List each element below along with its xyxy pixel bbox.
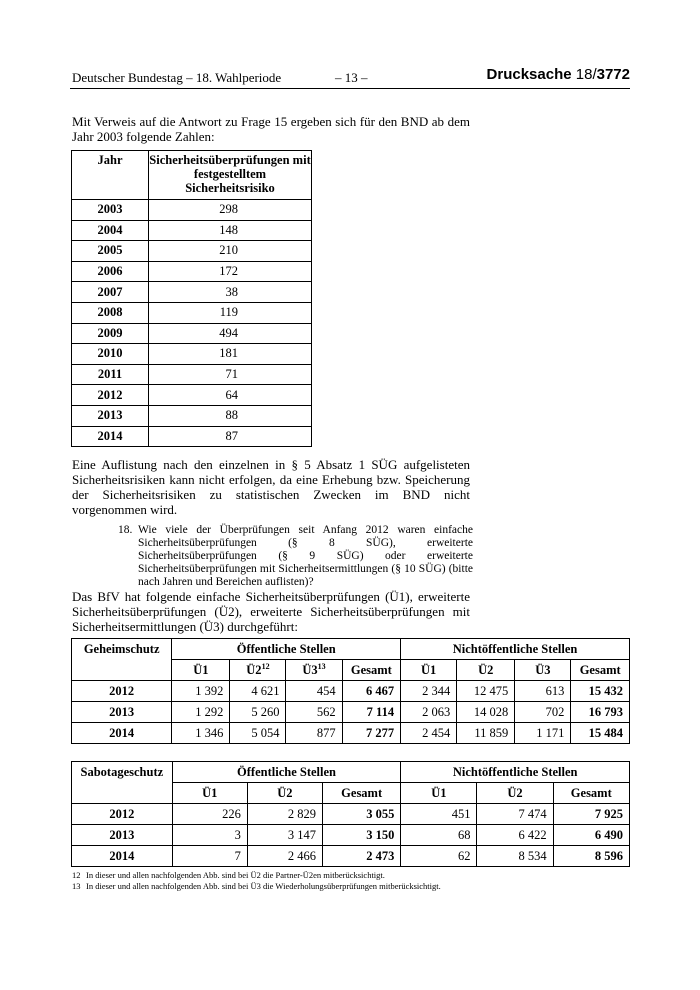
value-cell: 298 <box>149 200 312 221</box>
footnote-number: 12 <box>72 870 81 880</box>
value-cell: 451 <box>401 804 477 825</box>
value-cell: 5 054 <box>230 723 286 744</box>
question-text: Wie viele der Überprüfungen seit Anfang 2012 waren einfache Sicherheitsüberprüfungen (§ 8 SÜG), erweiterte Sicherheitsüberprüfungen (§ 9 SÜG) oder erweiterte Sicherheitsüberprüfungen mit Sicherheitsermittlungen (§ 10 SÜG) (bitte nach Jahren und Bereichen auflisten)? <box>138 524 473 588</box>
table-row <box>72 846 630 867</box>
value-cell: 2 473 <box>322 846 400 867</box>
value-cell: 4 621 <box>230 681 286 702</box>
table-row <box>72 241 312 262</box>
table-row <box>72 426 312 447</box>
value-cell: 3 <box>172 825 247 846</box>
table-row <box>72 220 312 241</box>
doc-label: Drucksache <box>486 66 572 83</box>
value-cell: 11 859 <box>457 723 515 744</box>
value-cell: 702 <box>515 702 571 723</box>
table-row <box>72 302 312 323</box>
table-row <box>72 364 312 385</box>
year-cell: 2004 <box>72 220 149 241</box>
table-row <box>72 200 312 221</box>
value-cell: 15 432 <box>571 681 630 702</box>
value-cell: 562 <box>286 702 342 723</box>
value-cell: 62 <box>401 846 477 867</box>
year-cell: 2012 <box>72 681 172 702</box>
year-cell: 2014 <box>72 723 172 744</box>
value-cell: 1 346 <box>172 723 230 744</box>
value-cell: 14 028 <box>457 702 515 723</box>
value-cell: 8 596 <box>553 846 629 867</box>
col-u2: Ü2 <box>247 783 322 804</box>
value-cell: 6 490 <box>553 825 629 846</box>
year-cell: 2013 <box>72 405 149 426</box>
year-cell: 2014 <box>72 426 149 447</box>
table-row <box>72 405 312 426</box>
year-cell: 2013 <box>72 702 172 723</box>
value-cell: 454 <box>286 681 342 702</box>
col-u2: Ü2 <box>477 783 553 804</box>
value-cell: 181 <box>149 344 312 365</box>
table-row <box>72 681 630 702</box>
table-row <box>72 323 312 344</box>
footnote-number: 13 <box>72 881 81 891</box>
table-row <box>72 804 630 825</box>
year-cell: 2011 <box>72 364 149 385</box>
year-cell: 2006 <box>72 261 149 282</box>
year-cell: 2012 <box>72 804 173 825</box>
col-total: Gesamt <box>571 660 630 681</box>
bnd-table-body <box>72 200 312 447</box>
table-row <box>72 825 630 846</box>
year-cell: 2014 <box>72 846 173 867</box>
col-u1: Ü1 <box>401 783 477 804</box>
table-row <box>72 282 312 303</box>
footnote-12 <box>72 870 385 881</box>
col-total: Gesamt <box>322 783 400 804</box>
year-cell: 2005 <box>72 241 149 262</box>
year-cell: 2008 <box>72 302 149 323</box>
document-number <box>487 66 630 83</box>
value-cell: 226 <box>172 804 247 825</box>
footnote-13 <box>72 881 441 892</box>
value-cell: 7 114 <box>342 702 401 723</box>
value-cell: 16 793 <box>571 702 630 723</box>
value-cell: 5 260 <box>230 702 286 723</box>
value-cell: 3 147 <box>247 825 322 846</box>
year-cell: 2003 <box>72 200 149 221</box>
value-cell: 64 <box>149 385 312 406</box>
value-cell: 2 829 <box>247 804 322 825</box>
value-cell: 613 <box>515 681 571 702</box>
sabotageschutz-group-private: Nichtöffentliche Stellen <box>401 762 630 783</box>
geheimschutz-corner: Geheimschutz <box>72 639 172 681</box>
col-u2: Ü2 <box>457 660 515 681</box>
note-paragraph: Eine Auflistung nach den einzelnen in § 5 Absatz 1 SÜG aufgelisteten Sicherheitsrisiken kann nicht erfolgen, da eine Erhebung bzw. Speicherung der Sicherheitsrisiken zu statistischen Zwecken im BND nicht vorgenommen wird. <box>72 457 470 517</box>
value-cell: 87 <box>149 426 312 447</box>
geheimschutz-group-private: Nichtöffentliche Stellen <box>401 639 630 660</box>
bfv-paragraph: Das BfV hat folgende einfache Sicherheitsüberprüfungen (Ü1), erweiterte Sicherheitsüberprüfungen (Ü2), erweiterte Sicherheitsüberprüfungen mit Sicherheitsermittlungen (Ü3) durchgeführt: <box>72 589 470 634</box>
value-cell: 172 <box>149 261 312 282</box>
year-cell: 2007 <box>72 282 149 303</box>
geheimschutz-table <box>71 638 630 744</box>
value-cell: 88 <box>149 405 312 426</box>
value-cell: 7 277 <box>342 723 401 744</box>
value-cell: 3 055 <box>322 804 400 825</box>
question-number: 18. <box>118 524 133 536</box>
value-cell: 877 <box>286 723 342 744</box>
value-cell: 119 <box>149 302 312 323</box>
bnd-col-year: Jahr <box>72 151 149 200</box>
value-cell: 3 150 <box>322 825 400 846</box>
table-row <box>72 261 312 282</box>
value-cell: 38 <box>149 282 312 303</box>
col-u1: Ü1 <box>401 660 457 681</box>
col-total: Gesamt <box>553 783 629 804</box>
year-cell: 2010 <box>72 344 149 365</box>
col-u2: $Ü2^{12}$ <box>230 660 286 681</box>
value-cell: 71 <box>149 364 312 385</box>
value-cell: 210 <box>149 241 312 262</box>
running-header-title: Deutscher Bundestag – 18. Wahlperiode <box>72 70 282 85</box>
footnote-text: In dieser und allen nachfolgenden Abb. sind bei Ü3 die Wiederholungsüberprüfungen mitberücksichtigt. <box>86 881 441 891</box>
value-cell: 7 <box>172 846 247 867</box>
doc-num-prefix: 18/ <box>575 66 597 83</box>
geheimschutz-body <box>72 681 630 744</box>
col-u3: Ü3 <box>515 660 571 681</box>
value-cell: 8 534 <box>477 846 553 867</box>
value-cell: 6 422 <box>477 825 553 846</box>
footnote-ref-13: 13 <box>317 661 326 671</box>
value-cell: 7 474 <box>477 804 553 825</box>
table-row <box>72 723 630 744</box>
value-cell: 2 063 <box>401 702 457 723</box>
value-cell: 148 <box>149 220 312 241</box>
value-cell: 15 484 <box>571 723 630 744</box>
bnd-col-count: Sicherheitsüberprüfungen mit festgestelltem Sicherheitsrisiko <box>149 151 312 200</box>
sabotageschutz-table <box>71 761 630 867</box>
intro-paragraph: Mit Verweis auf die Antwort zu Frage 15 ergeben sich für den BND ab dem Jahr 2003 folgende Zahlen: <box>72 114 470 144</box>
value-cell: 1 392 <box>172 681 230 702</box>
table-row <box>72 385 312 406</box>
page-number: – 13 – <box>335 70 368 85</box>
sabotageschutz-group-public: Öffentliche Stellen <box>172 762 401 783</box>
col-u1: Ü1 <box>172 660 230 681</box>
doc-num: 3772 <box>596 66 630 83</box>
col-total: Gesamt <box>342 660 401 681</box>
value-cell: 2 466 <box>247 846 322 867</box>
value-cell: 494 <box>149 323 312 344</box>
value-cell: 2 344 <box>401 681 457 702</box>
geheimschutz-group-public: Öffentliche Stellen <box>172 639 401 660</box>
header-rule <box>70 88 630 89</box>
col-u3: $Ü3^{13}$ <box>286 660 342 681</box>
table-row <box>72 344 312 365</box>
value-cell: 1 171 <box>515 723 571 744</box>
col-u1: Ü1 <box>172 783 247 804</box>
footnote-text: In dieser und allen nachfolgenden Abb. sind bei Ü2 die Partner-Ü2en mitberücksichtigt. <box>86 870 385 880</box>
year-cell: 2012 <box>72 385 149 406</box>
year-cell: 2013 <box>72 825 173 846</box>
value-cell: 68 <box>401 825 477 846</box>
value-cell: 7 925 <box>553 804 629 825</box>
footnote-ref-12: 12 <box>261 661 270 671</box>
value-cell: 2 454 <box>401 723 457 744</box>
value-cell: 6 467 <box>342 681 401 702</box>
table-row <box>72 702 630 723</box>
value-cell: 12 475 <box>457 681 515 702</box>
year-cell: 2009 <box>72 323 149 344</box>
value-cell: 1 292 <box>172 702 230 723</box>
sabotageschutz-body <box>72 804 630 867</box>
sabotageschutz-corner: Sabotageschutz <box>72 762 173 804</box>
bnd-table <box>71 150 312 447</box>
